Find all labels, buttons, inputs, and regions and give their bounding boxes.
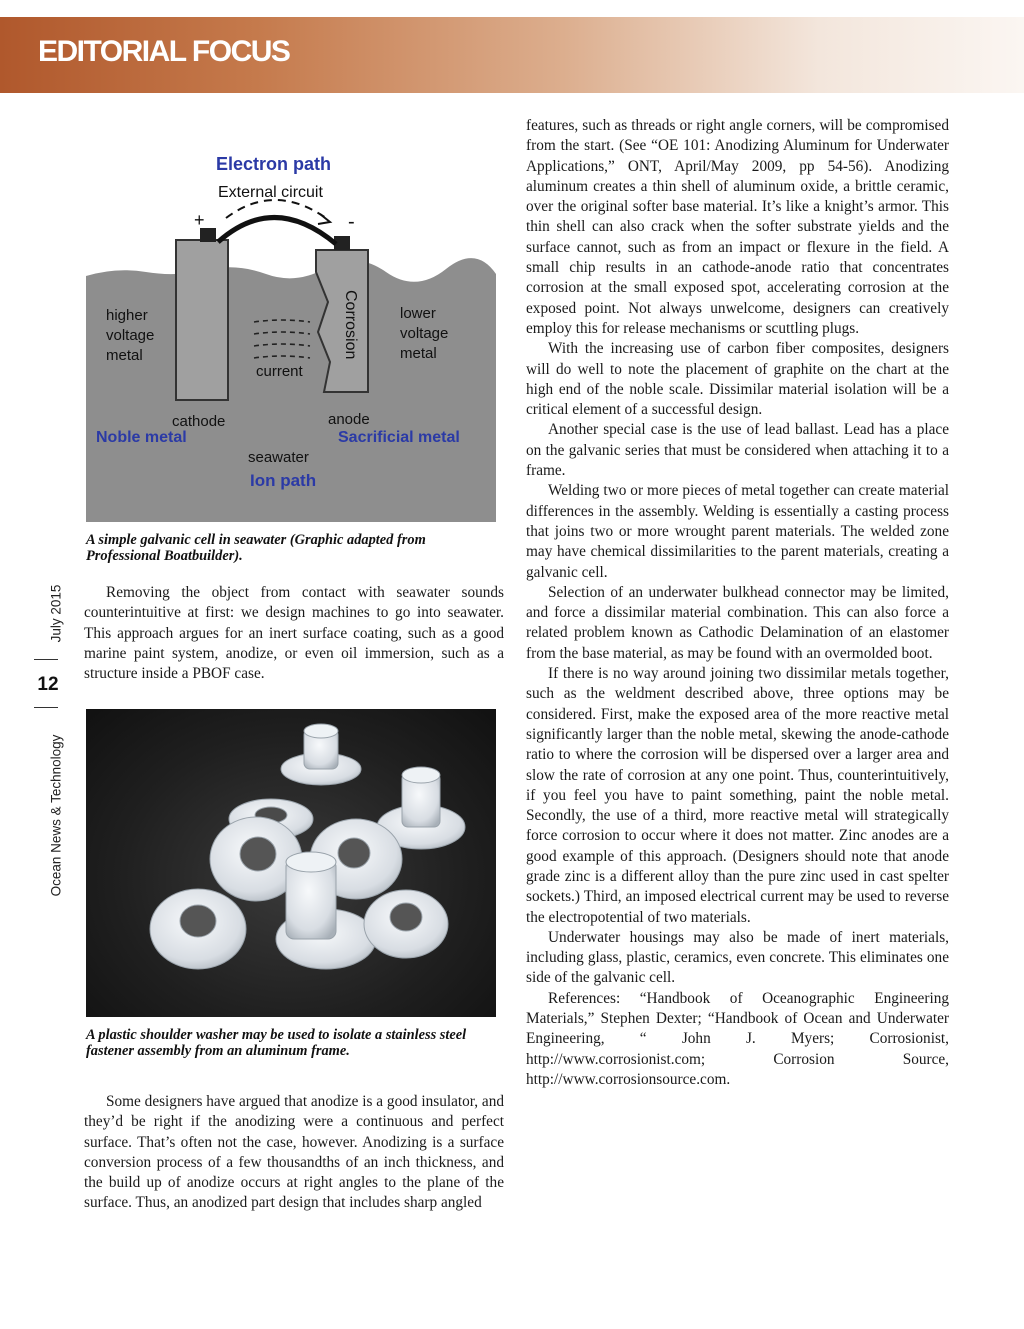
left-column-top (84, 583, 504, 684)
issue-date: July 2015 (48, 584, 64, 643)
minus-label: - (348, 211, 355, 233)
body-paragraph: Some designers have argued that anodize is a good insulator, and they’d be right if the anodizing were a continuous and perfect surface. That’s often not the case, however. Anodizing is a surface conversion process of a few thousandths of an inch thickness, and the build up of anodize occurs at right angles to the plane of the surface. Thus, an anodized part design that includes sharp angled (84, 1093, 504, 1212)
ion-path-label: Ion path (250, 471, 317, 490)
page-number: 12 (37, 674, 59, 695)
external-wire (218, 217, 336, 244)
figure1-caption: A simple galvanic cell in seawater (Graphic adapted from Professional Boatbuilder). (86, 532, 426, 564)
references-paragraph: References: “Handbook of Oceanographic Engineering Materials,” Stephen Dexter; “Handbook of Ocean and Underwater Engineering, “ John J. Myers; Corrosionist, http://www.corrosionist.com; Corrosion Source, http://www.corrosionsource.com. (526, 989, 949, 1088)
body-paragraph: Underwater housings may also be made of inert materials, including glass, plastic, ceramics, even concrete. This eliminates one side of the galvanic cell. (526, 928, 949, 987)
publication-name: Ocean News & Technology (48, 734, 64, 897)
lower-label-2: voltage (400, 325, 449, 342)
body-paragraph: Another special case is the use of lead ballast. Lead has a place on the galvanic series that must be considered when attaching it to a frame. (526, 421, 949, 480)
body-paragraph: features, such as threads or right angle corners, will be compromised from the start. (See “OE 101: Anodizing Aluminum for Underwater Applications,” ONT, April/May 2009, pp 54-56). Anodizing aluminum creates a thin shell of aluminum oxide, a brittle ceramic, over the original softer base material. It’s like a knight’s armor. This thin shell can also crack when the softer substrate yields and the surface cannot, such as from an impact or flexure in the field. A small chip results in an cathode-anode ratio that concentrates corrosion at the small exposed spot, accelerating corrosion at the exposed point. Not always unwelcome, designers can creatively employ this for release mechanisms or scuttling plugs. (526, 117, 949, 337)
body-paragraph: With the increasing use of carbon fiber composites, designers will do well to note the placement of graphite on the chart at the high end of the noble scale. Dissimilar material isolation will be a critical element of a successful design. (526, 340, 949, 419)
sacrificial-metal-label: Sacrificial metal (338, 429, 460, 446)
sidebar-rule-bottom (34, 707, 58, 708)
washers-photo (86, 709, 496, 1017)
galvanic-cell-diagram (86, 122, 496, 522)
cathode-terminal (200, 228, 216, 242)
left-column-bottom (84, 1092, 504, 1214)
current-label: current (256, 363, 303, 380)
plus-label: + (194, 210, 205, 230)
noble-metal-label: Noble metal (96, 429, 187, 446)
corrosion-label: Corrosion (342, 290, 359, 360)
higher-label-2: voltage (106, 327, 155, 344)
cathode-block (176, 240, 228, 400)
figure2-caption: A plastic shoulder washer may be used to isolate a stainless steel fastener assembly from an aluminum frame. (86, 1027, 467, 1059)
anode-label: anode (328, 411, 370, 428)
section-title: EDITORIAL FOCUS (38, 35, 290, 68)
external-circuit-label: External circuit (218, 184, 323, 201)
right-column (526, 116, 949, 1090)
header-banner (0, 17, 1024, 93)
lower-label-3: metal (400, 345, 437, 362)
seawater-label: seawater (248, 449, 309, 466)
washer-group (150, 724, 465, 969)
higher-label-1: higher (106, 307, 148, 324)
body-paragraph: Selection of an underwater bulkhead connector may be limited, and force a dissimilar material combination. This can also force a related problem known as Cathodic Delamination of an elastomer from the base material, as may be found with an overmolded boot. (526, 583, 949, 662)
cathode-label: cathode (172, 413, 226, 430)
body-paragraph: Welding two or more pieces of metal together can create material differences in the assembly. Welding is essentially a casting process that joins two or more wrought parent materials. The welded zone may have chemical dissimilarities to the parent materials, creating a galvanic cell. (526, 482, 949, 581)
sidebar-rule-top (34, 659, 58, 660)
lower-label-1: lower (400, 305, 436, 322)
body-paragraph: If there is no way around joining two dissimilar metals together, such as the weldment described above, three options may be considered. First, make the exposed area of the more reactive metal significantly larger than the noble metal, skewing the anode-cathode ratio to where the corrosion will be dispersed over a larger area and slow the rate of corrosion at any one point. Thus, counterintuitively, if you feel you have to paint something, paint the noble metal. Secondly, the use of a third, more reactive metal will strategically force corrosion to occur where it does not matter. Zinc anodes are a good example of this approach. (Designers should note that anode grade zinc is a different alloy than the pure zinc used in cast spelter sockets.) Third, an imposed electrical current may be used to reverse the electropotential of two materials. (526, 665, 949, 926)
electron-path-label: Electron path (216, 154, 332, 174)
body-paragraph: Removing the object from contact with seawater sounds counterintuitive at first: we design machines to go into seawater. This approach argues for an inert surface coating, such as a good marine paint system, anodize, or even oil immersion, such as a structure inside a PBOF case. (84, 584, 504, 683)
higher-label-3: metal (106, 347, 143, 364)
